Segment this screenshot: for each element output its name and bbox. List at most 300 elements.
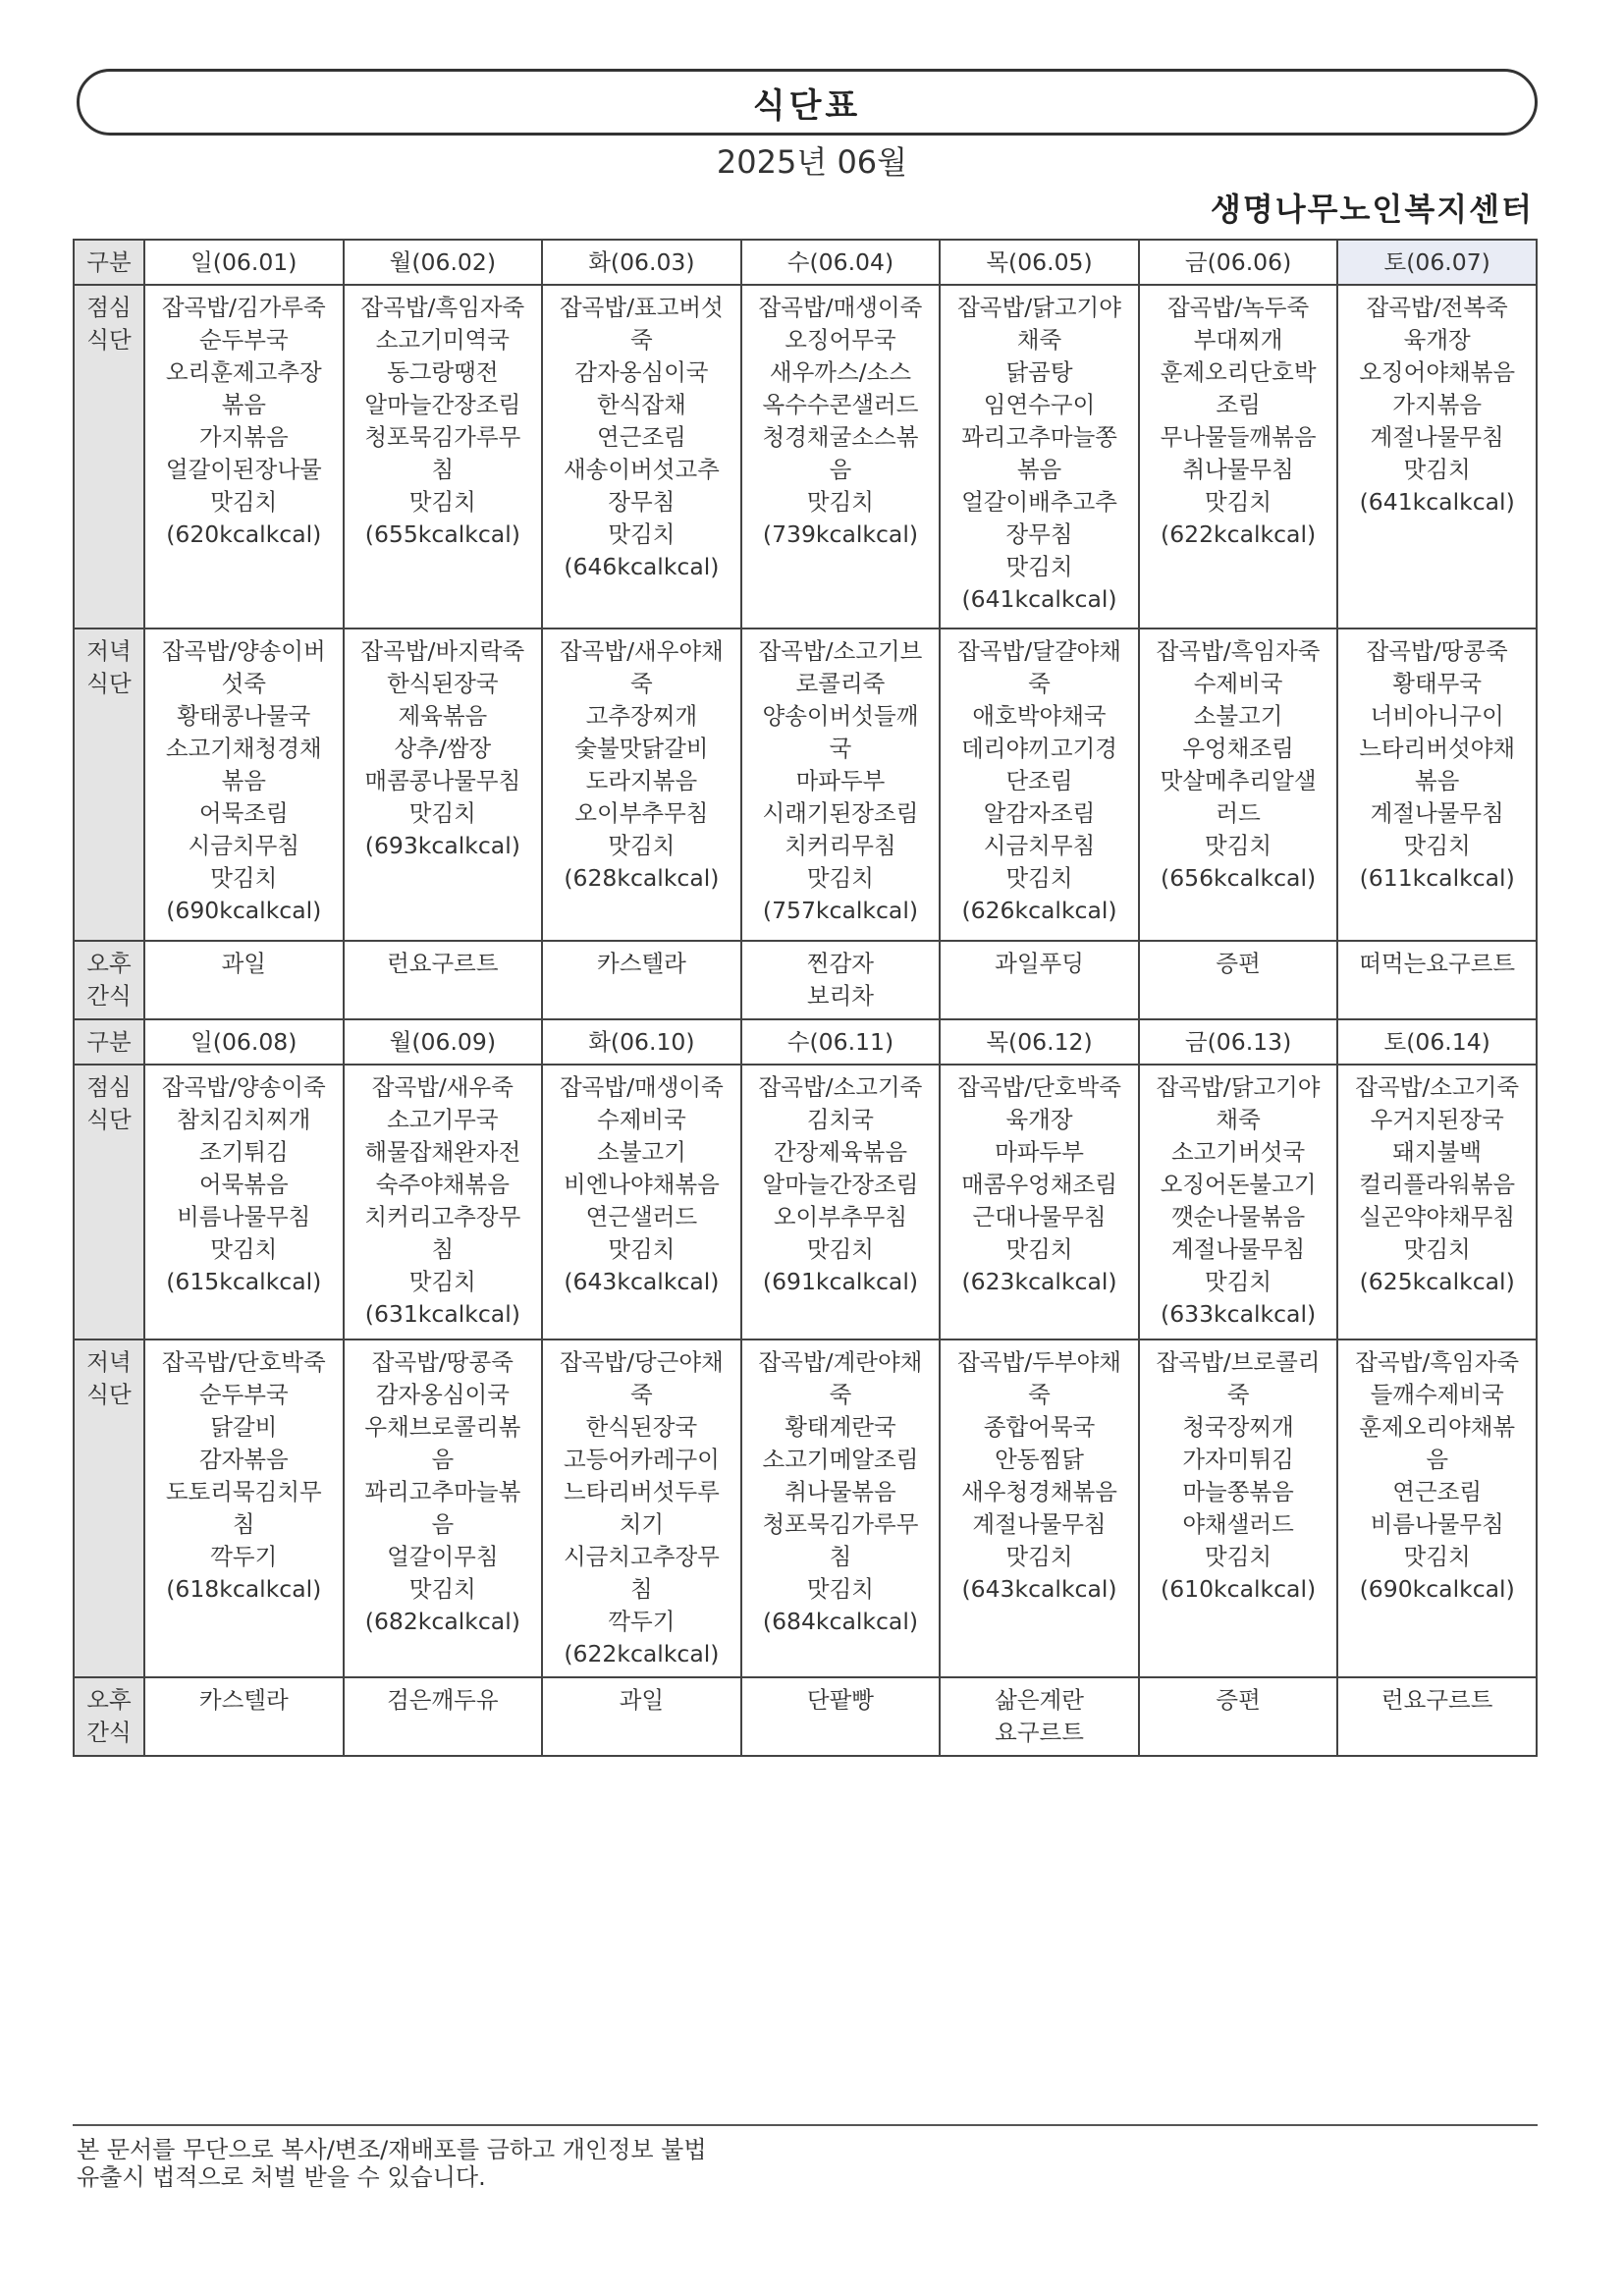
- menu-item: (620kcalkcal): [166, 520, 322, 548]
- menu-item: 가지볶음: [198, 423, 289, 451]
- day-header: 금(06.06): [1139, 240, 1338, 285]
- snack-row: [74, 941, 1537, 1019]
- footer-line-1: 본 문서를 무단으로 복사/변조/재배포를 금하고 개인정보 불법: [77, 2136, 707, 2163]
- day-header: 금(06.13): [1139, 1019, 1338, 1065]
- menu-item: 오징어돈불고기: [1160, 1171, 1317, 1198]
- menu-item: 카스텔라: [597, 950, 686, 977]
- menu-item: 삶은계란: [995, 1686, 1084, 1714]
- menu-item: 잡곡밥/계란야채: [758, 1348, 923, 1376]
- dinner-cell: [940, 1339, 1139, 1677]
- menu-item: 맛김치: [1005, 1235, 1073, 1263]
- menu-item: 컬리플라워볶음: [1359, 1171, 1516, 1198]
- menu-item: 맛김치: [408, 1268, 476, 1295]
- lunch-cell: [144, 1065, 344, 1339]
- lunch-cell: [1139, 1065, 1338, 1339]
- menu-item: 알감자조림: [983, 799, 1096, 827]
- menu-item: 맛살메추리알샐: [1160, 767, 1317, 794]
- menu-item: 황태무국: [1392, 670, 1483, 697]
- menu-item: 청포묵김가루무: [762, 1510, 919, 1538]
- menu-item: 과일: [619, 1686, 665, 1714]
- menu-item: 침: [232, 1510, 255, 1538]
- snack-cell: [542, 941, 741, 1019]
- snack-cell: [1139, 1677, 1338, 1756]
- day-header: 일(06.08): [144, 1019, 344, 1065]
- menu-item: 맛김치: [210, 864, 278, 892]
- snack-cell: [1337, 1677, 1537, 1756]
- menu-item: 음: [431, 1510, 455, 1538]
- day-header: 수(06.11): [741, 1019, 941, 1065]
- menu-item: 맛김치: [806, 1235, 875, 1263]
- menu-item: 치기: [619, 1510, 665, 1538]
- menu-item: (684kcalkcal): [762, 1608, 919, 1635]
- lunch-cell: [741, 1065, 941, 1339]
- menu-item: 잡곡밥/새우죽: [371, 1073, 514, 1101]
- menu-item: 야채샐러드: [1182, 1510, 1294, 1538]
- menu-item: 증편: [1216, 950, 1261, 977]
- menu-item: 계절나물무침: [1370, 423, 1504, 451]
- menu-item: 가자미튀김: [1182, 1446, 1294, 1473]
- menu-item: 런요구르트: [387, 950, 499, 977]
- menu-item: 훈제오리단호박: [1160, 358, 1317, 386]
- menu-item: 청국장찌개: [1182, 1413, 1294, 1441]
- menu-item: 잡곡밥/양송이버: [161, 637, 326, 665]
- dinner-cell: [542, 1339, 741, 1677]
- menu-item: 볶음: [1414, 767, 1460, 794]
- menu-item: 맛김치: [1205, 488, 1272, 516]
- menu-item: 소고기채청경채: [165, 735, 322, 762]
- menu-item: 맛김치: [806, 864, 875, 892]
- menu-item: 어묵볶음: [198, 1171, 289, 1198]
- menu-item: (690kcalkcal): [1359, 1575, 1515, 1603]
- row-label-line: 간식: [86, 1719, 132, 1746]
- menu-item: 한식잡채: [597, 391, 686, 418]
- menu-item: 깍두기: [210, 1543, 278, 1570]
- lunch-cell: [1139, 285, 1338, 629]
- menu-item: 죽: [630, 326, 653, 354]
- dinner-cell: [144, 1339, 344, 1677]
- category-label: 구분: [74, 240, 144, 285]
- day-header: 수(06.04): [741, 240, 941, 285]
- lunch-row-label: [74, 1065, 144, 1339]
- menu-item: 깻순나물볶음: [1170, 1203, 1306, 1230]
- menu-item: 잡곡밥/닭고기야: [1156, 1073, 1321, 1101]
- menu-item: 간장제육볶음: [773, 1138, 908, 1166]
- menu-item: 훈제오리야채볶: [1359, 1413, 1516, 1441]
- menu-item: (691kcalkcal): [762, 1268, 919, 1295]
- menu-item: 잡곡밥/소고기브: [758, 637, 923, 665]
- dinner-cell: [1139, 1339, 1338, 1677]
- menu-item: 어묵조림: [198, 799, 289, 827]
- menu-item: 단조림: [1005, 767, 1073, 794]
- menu-item: 한식된장국: [585, 1413, 698, 1441]
- menu-item: 잡곡밥/소고기죽: [1355, 1073, 1520, 1101]
- row-label-line: 점심: [86, 1073, 132, 1101]
- day-header: 목(06.05): [940, 240, 1139, 285]
- menu-item: 새우까스/소스: [769, 358, 912, 386]
- menu-item: 느타리버섯야채: [1359, 735, 1516, 762]
- menu-item: 검은깨두유: [387, 1686, 499, 1714]
- menu-item: 얼갈이된장나물: [165, 456, 322, 483]
- menu-item: 무나물들깨볶음: [1160, 423, 1317, 451]
- menu-item: 새송이버섯고추: [563, 456, 720, 483]
- menu-item: 침: [829, 1543, 852, 1570]
- menu-item: 잡곡밥/땅콩죽: [371, 1348, 514, 1376]
- menu-item: 맛김치: [1403, 1235, 1471, 1263]
- menu-item: (643kcalkcal): [961, 1575, 1117, 1603]
- lunch-row: [74, 1065, 1537, 1339]
- menu-item: 종합어묵국: [983, 1413, 1096, 1441]
- menu-item: (625kcalkcal): [1359, 1268, 1515, 1295]
- row-label-line: 식단: [86, 1106, 132, 1133]
- day-header: 월(06.09): [344, 1019, 543, 1065]
- menu-item: 소고기버섯국: [1170, 1138, 1306, 1166]
- menu-item: 마파두부: [995, 1138, 1084, 1166]
- menu-item: 마늘쫑볶음: [1182, 1478, 1294, 1505]
- menu-item: 마파두부: [795, 767, 886, 794]
- menu-item: 치커리고추장무: [364, 1203, 521, 1230]
- footer-notice: [77, 2136, 707, 2191]
- menu-item: 죽: [1028, 670, 1051, 697]
- menu-item: 육개장: [1403, 326, 1471, 354]
- menu-item: 얼갈이무침: [387, 1543, 499, 1570]
- menu-item: 맛김치: [608, 832, 676, 859]
- menu-item: 죽: [1028, 1381, 1051, 1408]
- menu-item: (623kcalkcal): [961, 1268, 1117, 1295]
- day-header: 토(06.07): [1337, 240, 1537, 285]
- snack-row-label: [74, 941, 144, 1019]
- menu-item: 찐감자: [806, 950, 875, 977]
- lunch-row-label: [74, 285, 144, 629]
- row-label-line: 오후: [86, 1686, 132, 1714]
- menu-item: 맛김치: [408, 799, 476, 827]
- menu-item: 채죽: [1016, 326, 1062, 354]
- menu-item: 장무침: [1005, 520, 1073, 548]
- menu-item: 오이부추무침: [773, 1203, 908, 1230]
- menu-item: 연근조림: [597, 423, 686, 451]
- menu-item: 제육볶음: [398, 702, 488, 730]
- dinner-cell: [741, 629, 941, 941]
- snack-row: [74, 1677, 1537, 1756]
- snack-cell: [1139, 941, 1338, 1019]
- menu-item: 죽: [630, 670, 653, 697]
- snack-cell: [741, 941, 941, 1019]
- lunch-cell: [344, 1065, 543, 1339]
- dinner-row-label: [74, 1339, 144, 1677]
- menu-item: 맛김치: [1005, 1543, 1073, 1570]
- menu-item: 숯불맛닭갈비: [574, 735, 709, 762]
- menu-item: 우거지된장국: [1370, 1106, 1504, 1133]
- menu-item: 잡곡밥/흑임자죽: [360, 294, 525, 321]
- menu-item: 맛김치: [1005, 864, 1073, 892]
- menu-item: 가지볶음: [1392, 391, 1483, 418]
- dinner-row: [74, 629, 1537, 941]
- menu-item: 맛김치: [1403, 832, 1471, 859]
- snack-cell: [741, 1677, 941, 1756]
- menu-item: 애호박야채국: [972, 702, 1107, 730]
- menu-item: 맛김치: [1403, 456, 1471, 483]
- menu-item: (631kcalkcal): [364, 1300, 520, 1328]
- menu-item: 잡곡밥/새우야채: [559, 637, 724, 665]
- menu-item: 잡곡밥/바지락죽: [360, 637, 525, 665]
- menu-item: 조림: [1216, 391, 1261, 418]
- menu-item: 볶음: [1016, 456, 1062, 483]
- menu-item: 맛김치: [1005, 553, 1073, 580]
- menu-item: 순두부국: [198, 326, 289, 354]
- menu-item: 잡곡밥/단호박죽: [161, 1348, 326, 1376]
- menu-item: (690kcalkcal): [166, 897, 322, 924]
- menu-item: 맛김치: [806, 1575, 875, 1603]
- menu-item: (655kcalkcal): [364, 520, 520, 548]
- menu-item: 맛김치: [1205, 832, 1272, 859]
- menu-item: 섯죽: [221, 670, 266, 697]
- menu-item: 비름나물무침: [1370, 1510, 1504, 1538]
- menu-item: 닭갈비: [210, 1413, 278, 1441]
- lunch-cell: [144, 285, 344, 629]
- snack-cell: [144, 941, 344, 1019]
- title-banner: [77, 69, 1538, 136]
- menu-item: (626kcalkcal): [961, 897, 1117, 924]
- menu-item: 고추장찌개: [585, 702, 698, 730]
- menu-item: 맛김치: [1403, 1543, 1471, 1570]
- menu-item: 잡곡밥/달걀야채: [957, 637, 1121, 665]
- menu-item: 얼갈이배추고추: [961, 488, 1117, 516]
- menu-item: (611kcalkcal): [1359, 864, 1515, 892]
- menu-item: 조기튀김: [198, 1138, 289, 1166]
- menu-item: 데리야끼고기경: [961, 735, 1117, 762]
- day-header: 화(06.10): [542, 1019, 741, 1065]
- menu-item: 죽: [630, 1381, 653, 1408]
- menu-item: 잡곡밥/매생이죽: [758, 294, 923, 321]
- snack-row-label: [74, 1677, 144, 1756]
- menu-item: (641kcalkcal): [961, 585, 1117, 613]
- row-label-line: 식단: [86, 1381, 132, 1408]
- dinner-cell: [741, 1339, 941, 1677]
- day-header: 월(06.02): [344, 240, 543, 285]
- menu-item: (646kcalkcal): [564, 553, 720, 580]
- menu-item: 계절나물무침: [1370, 799, 1504, 827]
- page-title: 식단표: [752, 85, 862, 126]
- menu-item: 맛김치: [408, 488, 476, 516]
- menu-item: 소고기메알조림: [762, 1446, 919, 1473]
- menu-item: 잡곡밥/땅콩죽: [1366, 637, 1508, 665]
- menu-item: 볶음: [221, 391, 266, 418]
- row-label-line: 저녁: [86, 1348, 132, 1376]
- menu-item: 우엉채조림: [1182, 735, 1294, 762]
- menu-item: (739kcalkcal): [762, 520, 919, 548]
- row-label-line: 저녁: [86, 637, 132, 665]
- menu-item: 맛김치: [408, 1575, 476, 1603]
- menu-item: 비름나물무침: [177, 1203, 311, 1230]
- day-header: 토(06.14): [1337, 1019, 1537, 1065]
- menu-item: (682kcalkcal): [364, 1608, 520, 1635]
- menu-item: 계절나물무침: [972, 1510, 1107, 1538]
- lunch-cell: [1337, 285, 1537, 629]
- menu-item: 연근조림: [1392, 1478, 1483, 1505]
- menu-item: 참치김치찌개: [177, 1106, 311, 1133]
- menu-item: 청경채굴소스볶: [762, 423, 919, 451]
- dinner-cell: [940, 629, 1139, 941]
- menu-item: (693kcalkcal): [364, 832, 520, 859]
- menu-item: 임연수구이: [983, 391, 1096, 418]
- menu-item: 소고기무국: [387, 1106, 499, 1133]
- snack-cell: [1337, 941, 1537, 1019]
- menu-item: 맛김치: [210, 1235, 278, 1263]
- menu-item: 소고기미역국: [375, 326, 510, 354]
- menu-item: 양송이버섯들깨: [762, 702, 919, 730]
- menu-item: (643kcalkcal): [564, 1268, 720, 1295]
- menu-item: 상추/쌈장: [394, 735, 492, 762]
- menu-item: 떠먹는요구르트: [1359, 950, 1516, 977]
- menu-item: 안동찜닭: [995, 1446, 1084, 1473]
- menu-item: 계절나물무침: [1170, 1235, 1306, 1263]
- menu-item: 시금치무침: [188, 832, 300, 859]
- menu-item: 러드: [1216, 799, 1261, 827]
- menu-item: 부대찌개: [1193, 326, 1283, 354]
- menu-item: 감자옹심이국: [375, 1381, 510, 1408]
- menu-item: 오징어야채볶음: [1359, 358, 1516, 386]
- lunch-cell: [344, 285, 543, 629]
- menu-item: 죽: [829, 1381, 852, 1408]
- menu-item: 알마늘간장조림: [762, 1171, 919, 1198]
- menu-item: 침: [431, 1235, 455, 1263]
- menu-item: 침: [431, 456, 455, 483]
- menu-item: 잡곡밥/전복죽: [1366, 294, 1508, 321]
- snack-cell: [940, 941, 1139, 1019]
- footer-line-2: 유출시 법적으로 처벌 받을 수 있습니다.: [77, 2163, 486, 2191]
- menu-item: 오리훈제고추장: [165, 358, 322, 386]
- menu-item: 과일푸딩: [995, 950, 1084, 977]
- menu-item: 잡곡밥/브로콜리: [1156, 1348, 1321, 1376]
- lunch-cell: [1337, 1065, 1537, 1339]
- menu-item: 꽈리고추마늘쫑: [961, 423, 1117, 451]
- menu-item: 꽈리고추마늘볶: [364, 1478, 521, 1505]
- menu-item: 보리차: [806, 982, 875, 1010]
- month-label: 2025년 06월: [716, 143, 908, 181]
- menu-item: 황태콩나물국: [177, 702, 311, 730]
- menu-item: 맛김치: [608, 520, 676, 548]
- menu-item: 근대나물무침: [972, 1203, 1107, 1230]
- menu-item: 카스텔라: [198, 1686, 289, 1714]
- lunch-cell: [741, 285, 941, 629]
- menu-item: 수제비국: [597, 1106, 686, 1133]
- row-label-line: 식단: [86, 670, 132, 697]
- menu-item: 맛김치: [1205, 1268, 1272, 1295]
- menu-item: 감자옹심이국: [574, 358, 709, 386]
- footer-divider: [73, 2124, 1538, 2126]
- dinner-cell: [344, 1339, 543, 1677]
- menu-item: 잡곡밥/흑임자죽: [1355, 1348, 1520, 1376]
- day-header: 일(06.01): [144, 240, 344, 285]
- menu-item: 옥수수콘샐러드: [762, 391, 919, 418]
- menu-item: 과일: [221, 950, 266, 977]
- menu-item: 시금치무침: [983, 832, 1096, 859]
- menu-item: 매콤우엉채조림: [961, 1171, 1117, 1198]
- menu-item: 도라지볶음: [585, 767, 698, 794]
- menu-item: (622kcalkcal): [564, 1640, 720, 1667]
- menu-item: 황태계란국: [785, 1413, 896, 1441]
- menu-item: 음: [1426, 1446, 1449, 1473]
- menu-item: 고등어카레구이: [563, 1446, 720, 1473]
- menu-item: 잡곡밥/두부야채: [957, 1348, 1121, 1376]
- menu-item: 새우청경채볶음: [961, 1478, 1117, 1505]
- menu-item: 시래기된장조림: [762, 799, 919, 827]
- menu-item: 한식된장국: [387, 670, 499, 697]
- menu-item: (641kcalkcal): [1359, 488, 1515, 516]
- lunch-cell: [542, 1065, 741, 1339]
- menu-item: 닭곰탕: [1005, 358, 1073, 386]
- menu-item: 침: [630, 1575, 653, 1603]
- menu-item: 시금치고추장무: [563, 1543, 720, 1570]
- menu-item: (618kcalkcal): [166, 1575, 322, 1603]
- menu-item: 동그랑땡전: [387, 358, 499, 386]
- menu-item: 알마늘간장조림: [364, 391, 521, 418]
- menu-item: 치커리무침: [785, 832, 896, 859]
- menu-item: 육개장: [1005, 1106, 1073, 1133]
- menu-item: 오징어무국: [785, 326, 896, 354]
- menu-item: 취나물볶음: [785, 1478, 896, 1505]
- meal-table: [73, 239, 1538, 1757]
- row-label-line: 점심: [86, 294, 132, 321]
- lunch-row: [74, 285, 1537, 629]
- menu-item: 취나물무침: [1182, 456, 1294, 483]
- day-header: 목(06.12): [940, 1019, 1139, 1065]
- menu-item: 음: [431, 1446, 455, 1473]
- menu-item: 맛김치: [1205, 1543, 1272, 1570]
- menu-item: 요구르트: [995, 1719, 1084, 1746]
- lunch-cell: [542, 285, 741, 629]
- menu-item: (633kcalkcal): [1161, 1300, 1317, 1328]
- dinner-cell: [1337, 1339, 1537, 1677]
- snack-cell: [542, 1677, 741, 1756]
- menu-item: 단팥빵: [806, 1686, 875, 1714]
- menu-item: (610kcalkcal): [1161, 1575, 1317, 1603]
- menu-item: 볶음: [221, 767, 266, 794]
- lunch-cell: [940, 285, 1139, 629]
- organization-name: 생명나무노인복지센터: [1210, 191, 1534, 228]
- menu-item: 죽: [1226, 1381, 1250, 1408]
- menu-item: 런요구르트: [1380, 1686, 1493, 1714]
- menu-item: 연근샐러드: [585, 1203, 698, 1230]
- menu-item: 김치국: [806, 1106, 875, 1133]
- menu-item: 잡곡밥/매생이죽: [559, 1073, 724, 1101]
- menu-item: 잡곡밥/소고기죽: [758, 1073, 923, 1101]
- menu-item: 잡곡밥/단호박죽: [957, 1073, 1121, 1101]
- dinner-cell: [144, 629, 344, 941]
- menu-item: 감자볶음: [198, 1446, 289, 1473]
- snack-cell: [344, 1677, 543, 1756]
- snack-cell: [144, 1677, 344, 1756]
- menu-item: (615kcalkcal): [166, 1268, 322, 1295]
- menu-item: 소불고기: [1193, 702, 1283, 730]
- menu-item: 맛김치: [210, 488, 278, 516]
- menu-item: 맛김치: [806, 488, 875, 516]
- week-header-row: [74, 1019, 1537, 1065]
- menu-item: (628kcalkcal): [564, 864, 720, 892]
- menu-item: 잡곡밥/녹두죽: [1167, 294, 1310, 321]
- menu-item: 들깨수제비국: [1370, 1381, 1504, 1408]
- menu-item: 증편: [1216, 1686, 1261, 1714]
- menu-item: 장무침: [608, 488, 676, 516]
- menu-item: 잡곡밥/흑임자죽: [1156, 637, 1321, 665]
- dinner-cell: [542, 629, 741, 941]
- menu-item: 너비아니구이: [1370, 702, 1504, 730]
- menu-item: 잡곡밥/김가루죽: [161, 294, 326, 321]
- menu-item: 잡곡밥/당근야채: [559, 1348, 724, 1376]
- menu-item: 매콤콩나물무침: [364, 767, 521, 794]
- menu-item: 잡곡밥/닭고기야: [957, 294, 1121, 321]
- menu-item: 국: [829, 735, 852, 762]
- dinner-cell: [344, 629, 543, 941]
